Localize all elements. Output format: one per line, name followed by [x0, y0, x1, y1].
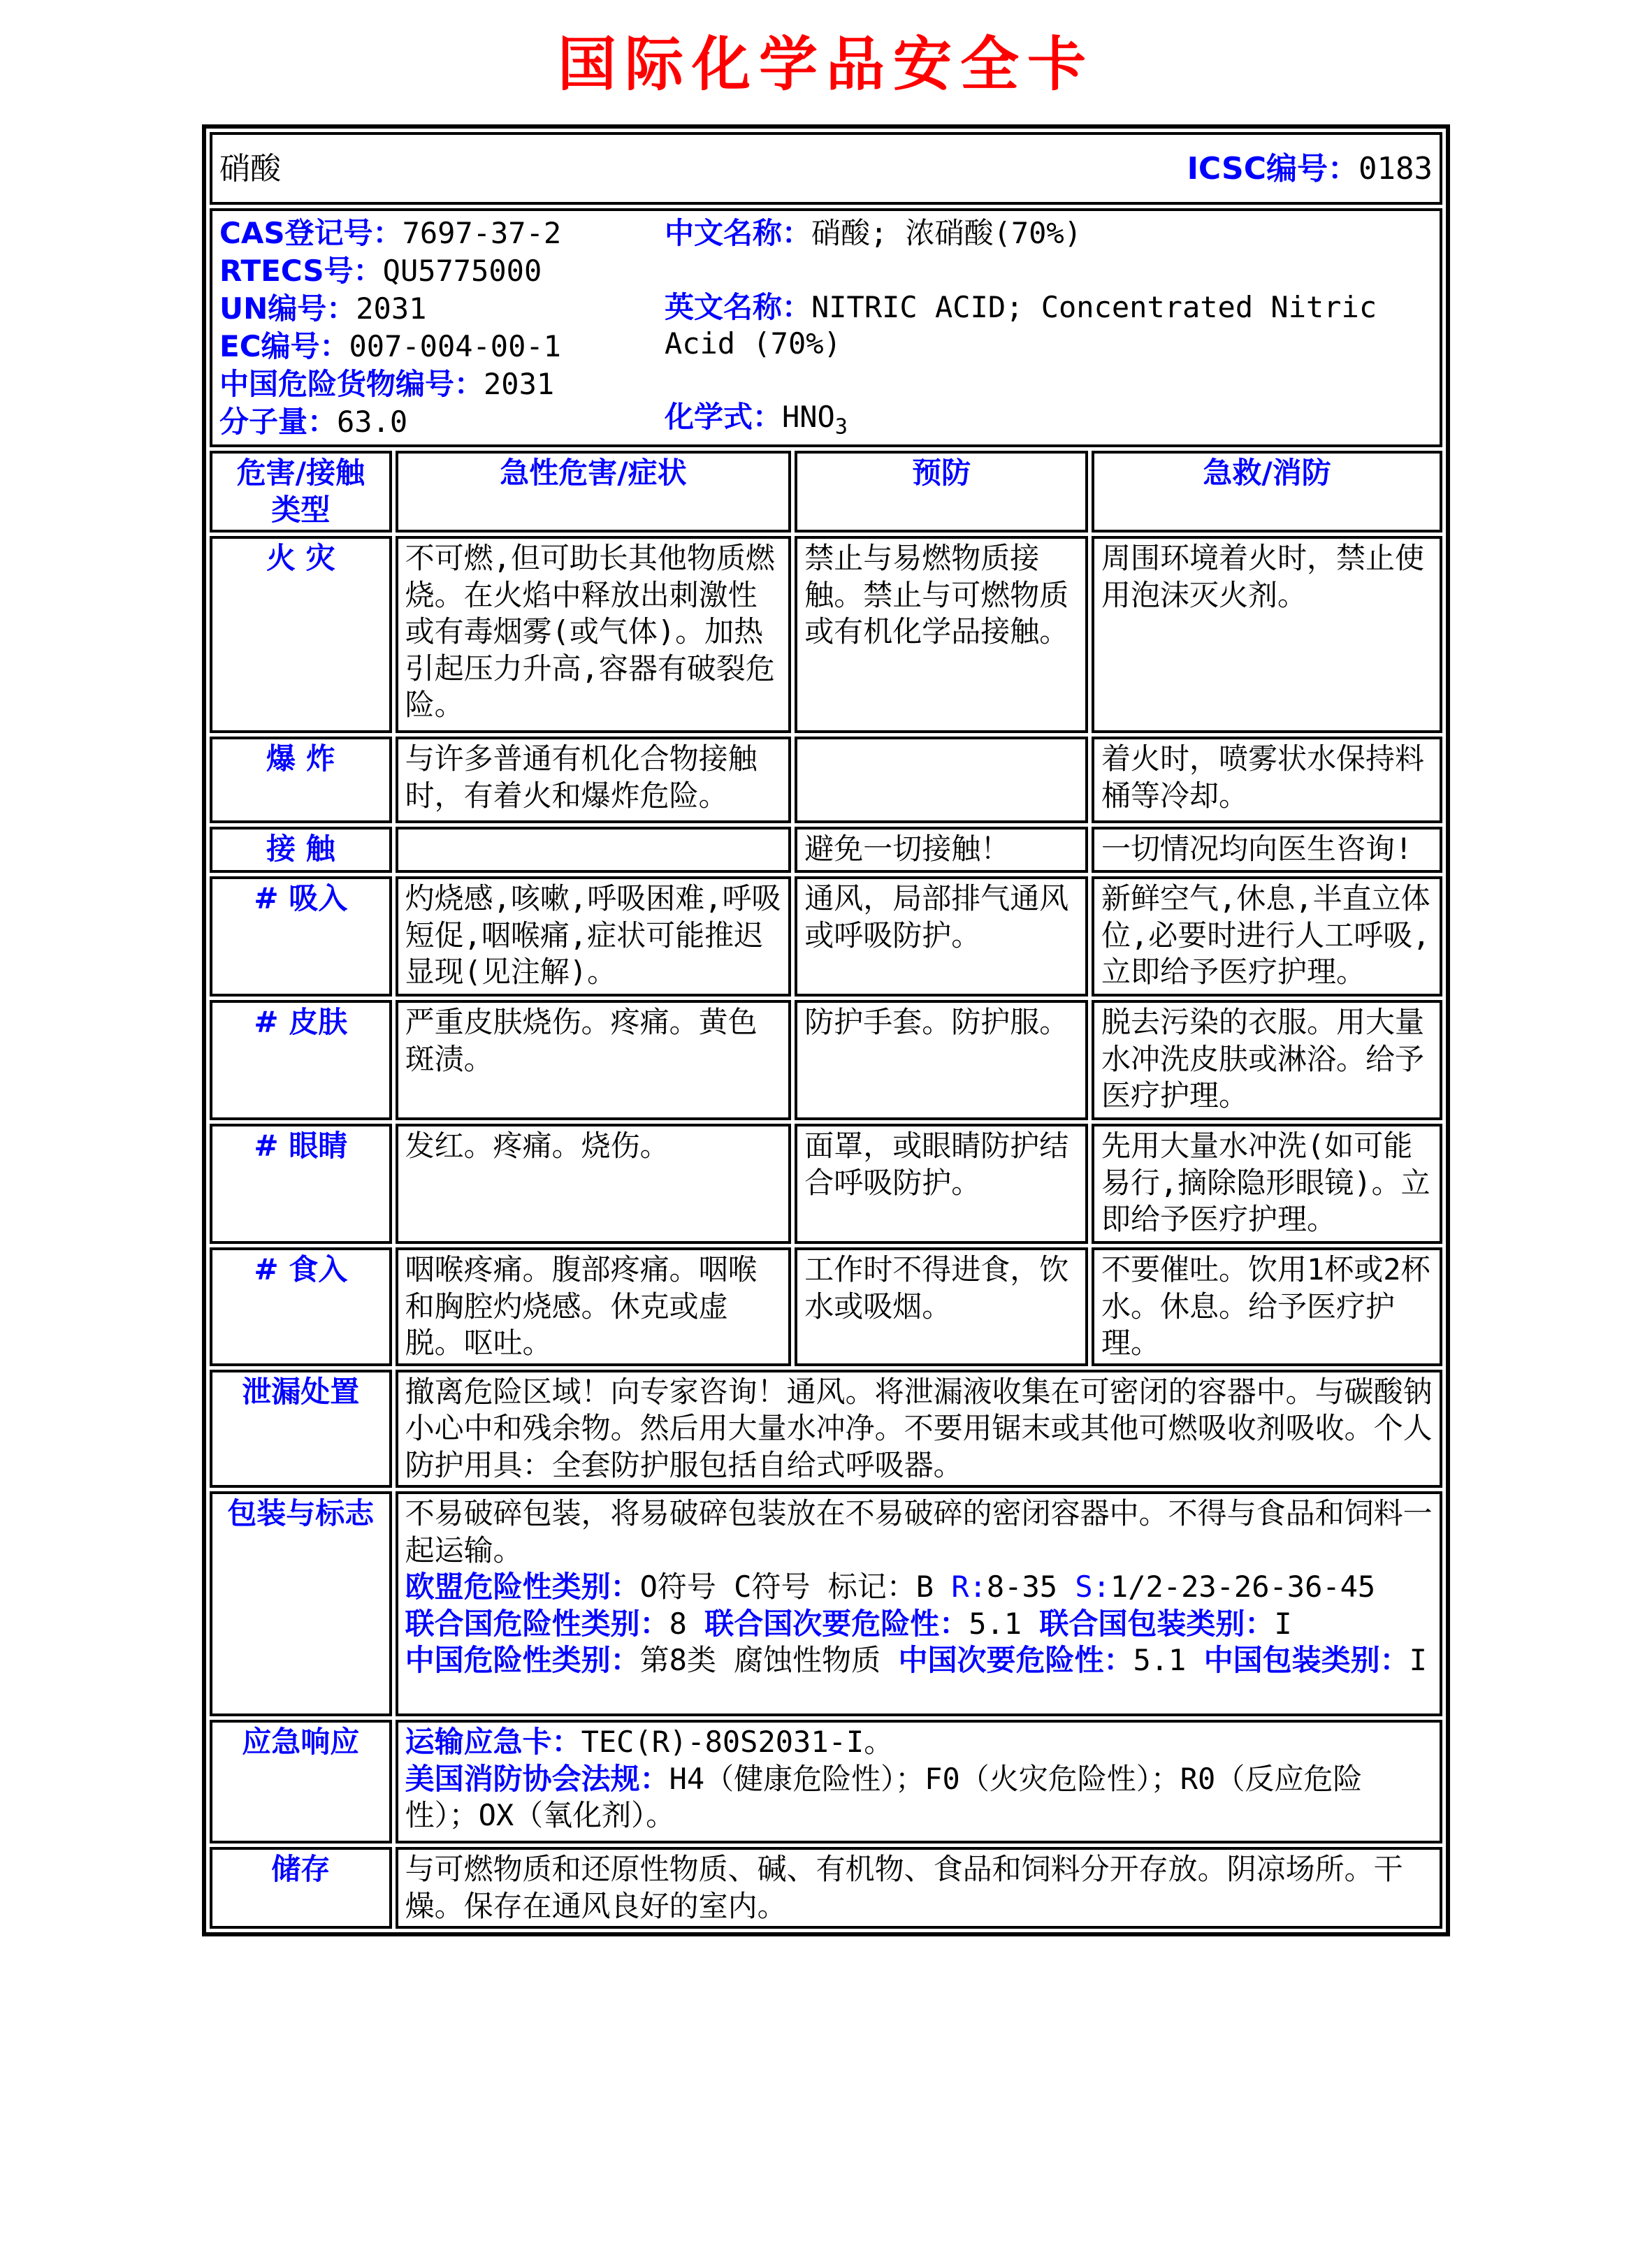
chemical-name: 硝酸: [219, 150, 281, 187]
hazard-row-skin: [210, 1000, 1442, 1120]
cell-explosion-prevention: [795, 737, 1088, 823]
section-emergency-response: [210, 1720, 1442, 1843]
cell-skin-aid: 脱去污染的衣服。用大量水冲洗皮肤或淋浴。给予医疗护理。: [1092, 1000, 1442, 1120]
cell-ingestion-prevention: 工作时不得进食，饮水或吸烟。: [795, 1247, 1088, 1366]
section-label-spill: 泄漏处置: [210, 1370, 392, 1488]
section-packaging-labeling: [210, 1491, 1442, 1716]
col-header-prevention: 预防: [795, 451, 1088, 532]
section-label-packaging: 包装与标志: [210, 1491, 392, 1716]
icsc-value: 0183: [1358, 150, 1433, 187]
identification-right-column: [656, 212, 1433, 443]
cell-skin-symptoms: 严重皮肤烧伤。疼痛。黄色斑渍。: [396, 1000, 792, 1120]
cell-contact-prevention: 避免一切接触！: [795, 827, 1088, 873]
icsc-number: [1187, 150, 1433, 188]
hazard-row-inhalation: [210, 876, 1442, 997]
section-content-emergency: [396, 1720, 1442, 1843]
hazard-type-inhalation: # 吸入: [210, 876, 392, 997]
hazard-type-contact: 接 触: [210, 827, 392, 873]
cell-eyes-prevention: 面罩，或眼睛防护结合呼吸防护。: [795, 1124, 1088, 1244]
col-header-acute-hazards: 急性危害/症状: [396, 451, 792, 532]
section-content-spill: 撤离危险区域！向专家咨询！通风。将泄漏液收集在可密闭的容器中。与碳酸钠小心中和残余物。然后用大量水冲净。不要用锯末或其他可燃吸收剂吸收。个人防护用具：全套防护服包括自给式呼吸器。: [396, 1370, 1442, 1488]
packaging-eu-line: 欧盟危险性类别：O符号 C符号 标记：B R:8-35 S:1/2-23-26-36-45: [405, 1570, 1376, 1604]
id-field-chinese-name: 中文名称：硝酸; 浓硝酸(70%): [664, 216, 1082, 251]
id-field-formula: 化学式：$HNO_3$: [664, 400, 848, 440]
cell-inhalation-prevention: 通风，局部排气通风或呼吸防护。: [795, 876, 1088, 997]
id-field-english-name: 英文名称：NITRIC ACID; Concentrated Nitric Acid (70%): [664, 289, 1377, 361]
section-label-storage: 储存: [210, 1847, 392, 1929]
hazard-type-explosion: 爆 炸: [210, 737, 392, 823]
identification-left-column: [219, 212, 656, 443]
identification-cell: [210, 208, 1442, 447]
hazard-type-eyes: # 眼睛: [210, 1124, 392, 1244]
formula-subscript: 3: [834, 414, 848, 440]
cell-explosion-aid: 着火时，喷雾状水保持料桶等冷却。: [1092, 737, 1442, 823]
packaging-cn-line: 中国危险性类别：第8类 腐蚀性物质 中国次要危险性：5.1 中国包装类别：I: [405, 1643, 1427, 1678]
hazard-row-ingestion: [210, 1247, 1442, 1366]
cell-ingestion-symptoms: 咽喉疼痛。腹部疼痛。咽喉和胸腔灼烧感。休克或虚脱。呕吐。: [396, 1247, 792, 1366]
hazard-type-fire: 火 灾: [210, 536, 392, 733]
cell-ingestion-aid: 不要催吐。饮用1杯或2杯水。休息。给予医疗护理。: [1092, 1247, 1442, 1366]
id-field-ec: EC编号：007-004-00-1: [219, 329, 561, 364]
section-spill-disposal: [210, 1370, 1442, 1488]
id-field-mol-weight: 分子量：63.0: [219, 404, 408, 439]
id-field-cas: CAS登记号：7697-37-2: [219, 216, 562, 251]
hazard-header-row: [210, 451, 1442, 532]
cell-skin-prevention: 防护手套。防护服。: [795, 1000, 1088, 1120]
cell-fire-symptoms: 不可燃,但可助长其他物质燃烧。在火焰中释放出刺激性或有毒烟雾(或气体)。加热引起压力升高,容器有破裂危险。: [396, 536, 792, 733]
hazard-row-fire: [210, 536, 1442, 733]
cell-fire-prevention: 禁止与易燃物质接触。禁止与可燃物质或有机化学品接触。: [795, 536, 1088, 733]
id-field-un: UN编号：2031: [219, 291, 427, 326]
section-storage: [210, 1847, 1442, 1929]
top-row: [210, 132, 1442, 205]
col-header-first-aid: 急救/消防: [1092, 451, 1442, 532]
hazard-row-explosion: [210, 737, 1442, 823]
packaging-un-line: 联合国危险性类别：8 联合国次要危险性：5.1 联合国包装类别：I: [405, 1606, 1292, 1641]
hazard-row-eyes: [210, 1124, 1442, 1244]
cell-explosion-symptoms: 与许多普通有机化合物接触时，有着火和爆炸危险。: [396, 737, 792, 823]
cell-inhalation-aid: 新鲜空气,休息,半直立体位,必要时进行人工呼吸,立即给予医疗护理。: [1092, 876, 1442, 997]
section-content-packaging: [396, 1491, 1442, 1716]
packaging-intro: 不易破碎包装，将易破碎包装放在不易破碎的密闭容器中。不得与食品和饲料一起运输。: [405, 1496, 1433, 1567]
hazard-type-ingestion: # 食入: [210, 1247, 392, 1366]
cell-contact-aid: 一切情况均向医生咨询!: [1092, 827, 1442, 873]
cell-inhalation-symptoms: 灼烧感,咳嗽,呼吸困难,呼吸短促,咽喉痛,症状可能推迟显现(见注解)。: [396, 876, 792, 997]
identification-row: [210, 208, 1442, 447]
page-title: 国际化学品安全卡: [557, 30, 1094, 99]
cell-eyes-aid: 先用大量水冲洗(如可能易行,摘除隐形眼镜)。立即给予医疗护理。: [1092, 1124, 1442, 1244]
cell-eyes-symptoms: 发红。疼痛。烧伤。: [396, 1124, 792, 1244]
cell-contact-symptoms: [396, 827, 792, 873]
identification-section: [219, 212, 1433, 443]
icsc-label: ICSC编号：: [1187, 150, 1359, 187]
section-label-emergency: 应急响应: [210, 1720, 392, 1843]
id-field-cn-dangerous-goods: 中国危险货物编号：2031: [219, 366, 555, 401]
hazard-type-skin: # 皮肤: [210, 1000, 392, 1120]
hazard-row-contact: [210, 827, 1442, 873]
top-row-cell: [210, 132, 1442, 205]
id-field-rtecs: RTECS号：QU5775000: [219, 254, 542, 289]
safety-card-table: [202, 124, 1450, 1936]
section-content-storage: 与可燃物质和还原性物质、碱、有机物、食品和饲料分开存放。阴凉场所。干燥。保存在通风良好的室内。: [396, 1847, 1442, 1929]
cell-fire-aid: 周围环境着火时，禁止使用泡沫灭火剂。: [1092, 536, 1442, 733]
emergency-transport-line: 运输应急卡：TEC(R)-80S2031-I。: [405, 1725, 894, 1760]
emergency-nfpa-line: 美国消防协会法规：H4（健康危险性）；F0（火灾危险性）；R0（反应危险性）；OX（氧化剂）。: [405, 1761, 1363, 1833]
col-header-hazard-type: 危害/接触 类型: [210, 451, 392, 532]
